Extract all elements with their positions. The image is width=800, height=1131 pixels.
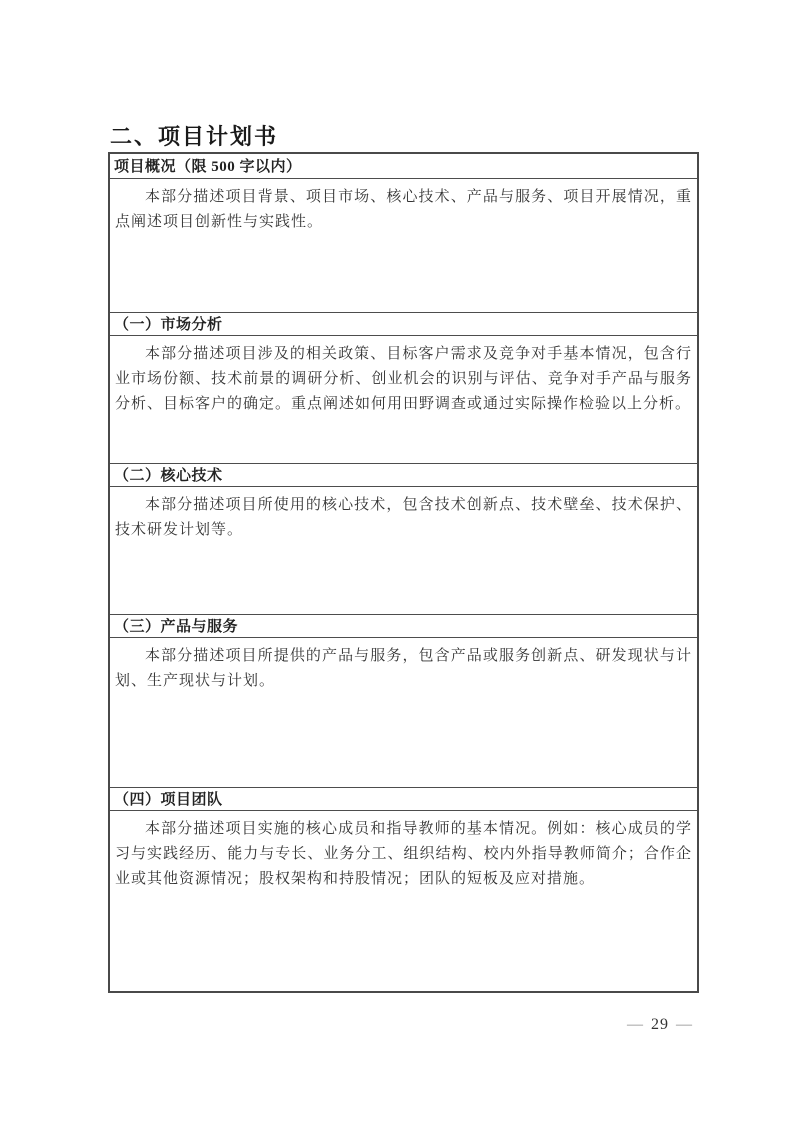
section-body-products-services [110, 638, 697, 788]
section-body-text: 本部分描述项目所提供的产品与服务，包含产品或服务创新点、研发现状与计划、生产现状与计划。 [115, 648, 692, 689]
section-body-core-technology [110, 487, 697, 615]
section-overview [110, 154, 697, 313]
footer-right-dash: — [676, 1016, 693, 1033]
section-body-text: 本部分描述项目实施的核心成员和指导教师的基本情况。例如：核心成员的学习与实践经历、能力与专长、业务分工、组织结构、校内外指导教师简介；合作企业或其他资源情况；股权架构和持股情况；团队的短板及应对措施。 [115, 821, 692, 887]
section-body-text: 本部分描述项目背景、项目市场、核心技术、产品与服务、项目开展情况，重点阐述项目创新性与实践性。 [115, 189, 692, 230]
section-products-services [110, 615, 697, 788]
page-footer [0, 1016, 700, 1034]
section-market-analysis [110, 313, 697, 464]
page-title: 二、项目计划书 [110, 124, 279, 149]
footer-left-dash: — [627, 1016, 644, 1033]
section-heading-market-analysis: （一）市场分析 [110, 313, 697, 336]
section-body-text: 本部分描述项目涉及的相关政策、目标客户需求及竞争对手基本情况，包含行业市场份额、技术前景的调研分析、创业机会的识别与评估、竞争对手产品与服务分析、目标客户的确定。重点阐述如何用田野调查或通过实际操作检验以上分析。 [115, 346, 692, 412]
project-plan-table [108, 152, 699, 993]
section-body-project-team [110, 811, 697, 991]
section-body-text: 本部分描述项目所使用的核心技术，包含技术创新点、技术壁垒、技术保护、技术研发计划等。 [115, 497, 692, 538]
section-body-overview [110, 179, 697, 313]
section-body-market-analysis [110, 336, 697, 464]
section-heading-project-team: （四）项目团队 [110, 788, 697, 811]
section-project-team [110, 788, 697, 991]
page-number: 29 [651, 1016, 669, 1033]
section-heading-products-services: （三）产品与服务 [110, 615, 697, 638]
section-heading-core-technology: （二）核心技术 [110, 464, 697, 487]
section-core-technology [110, 464, 697, 615]
section-heading-overview: 项目概况（限 500 字以内） [110, 154, 697, 179]
